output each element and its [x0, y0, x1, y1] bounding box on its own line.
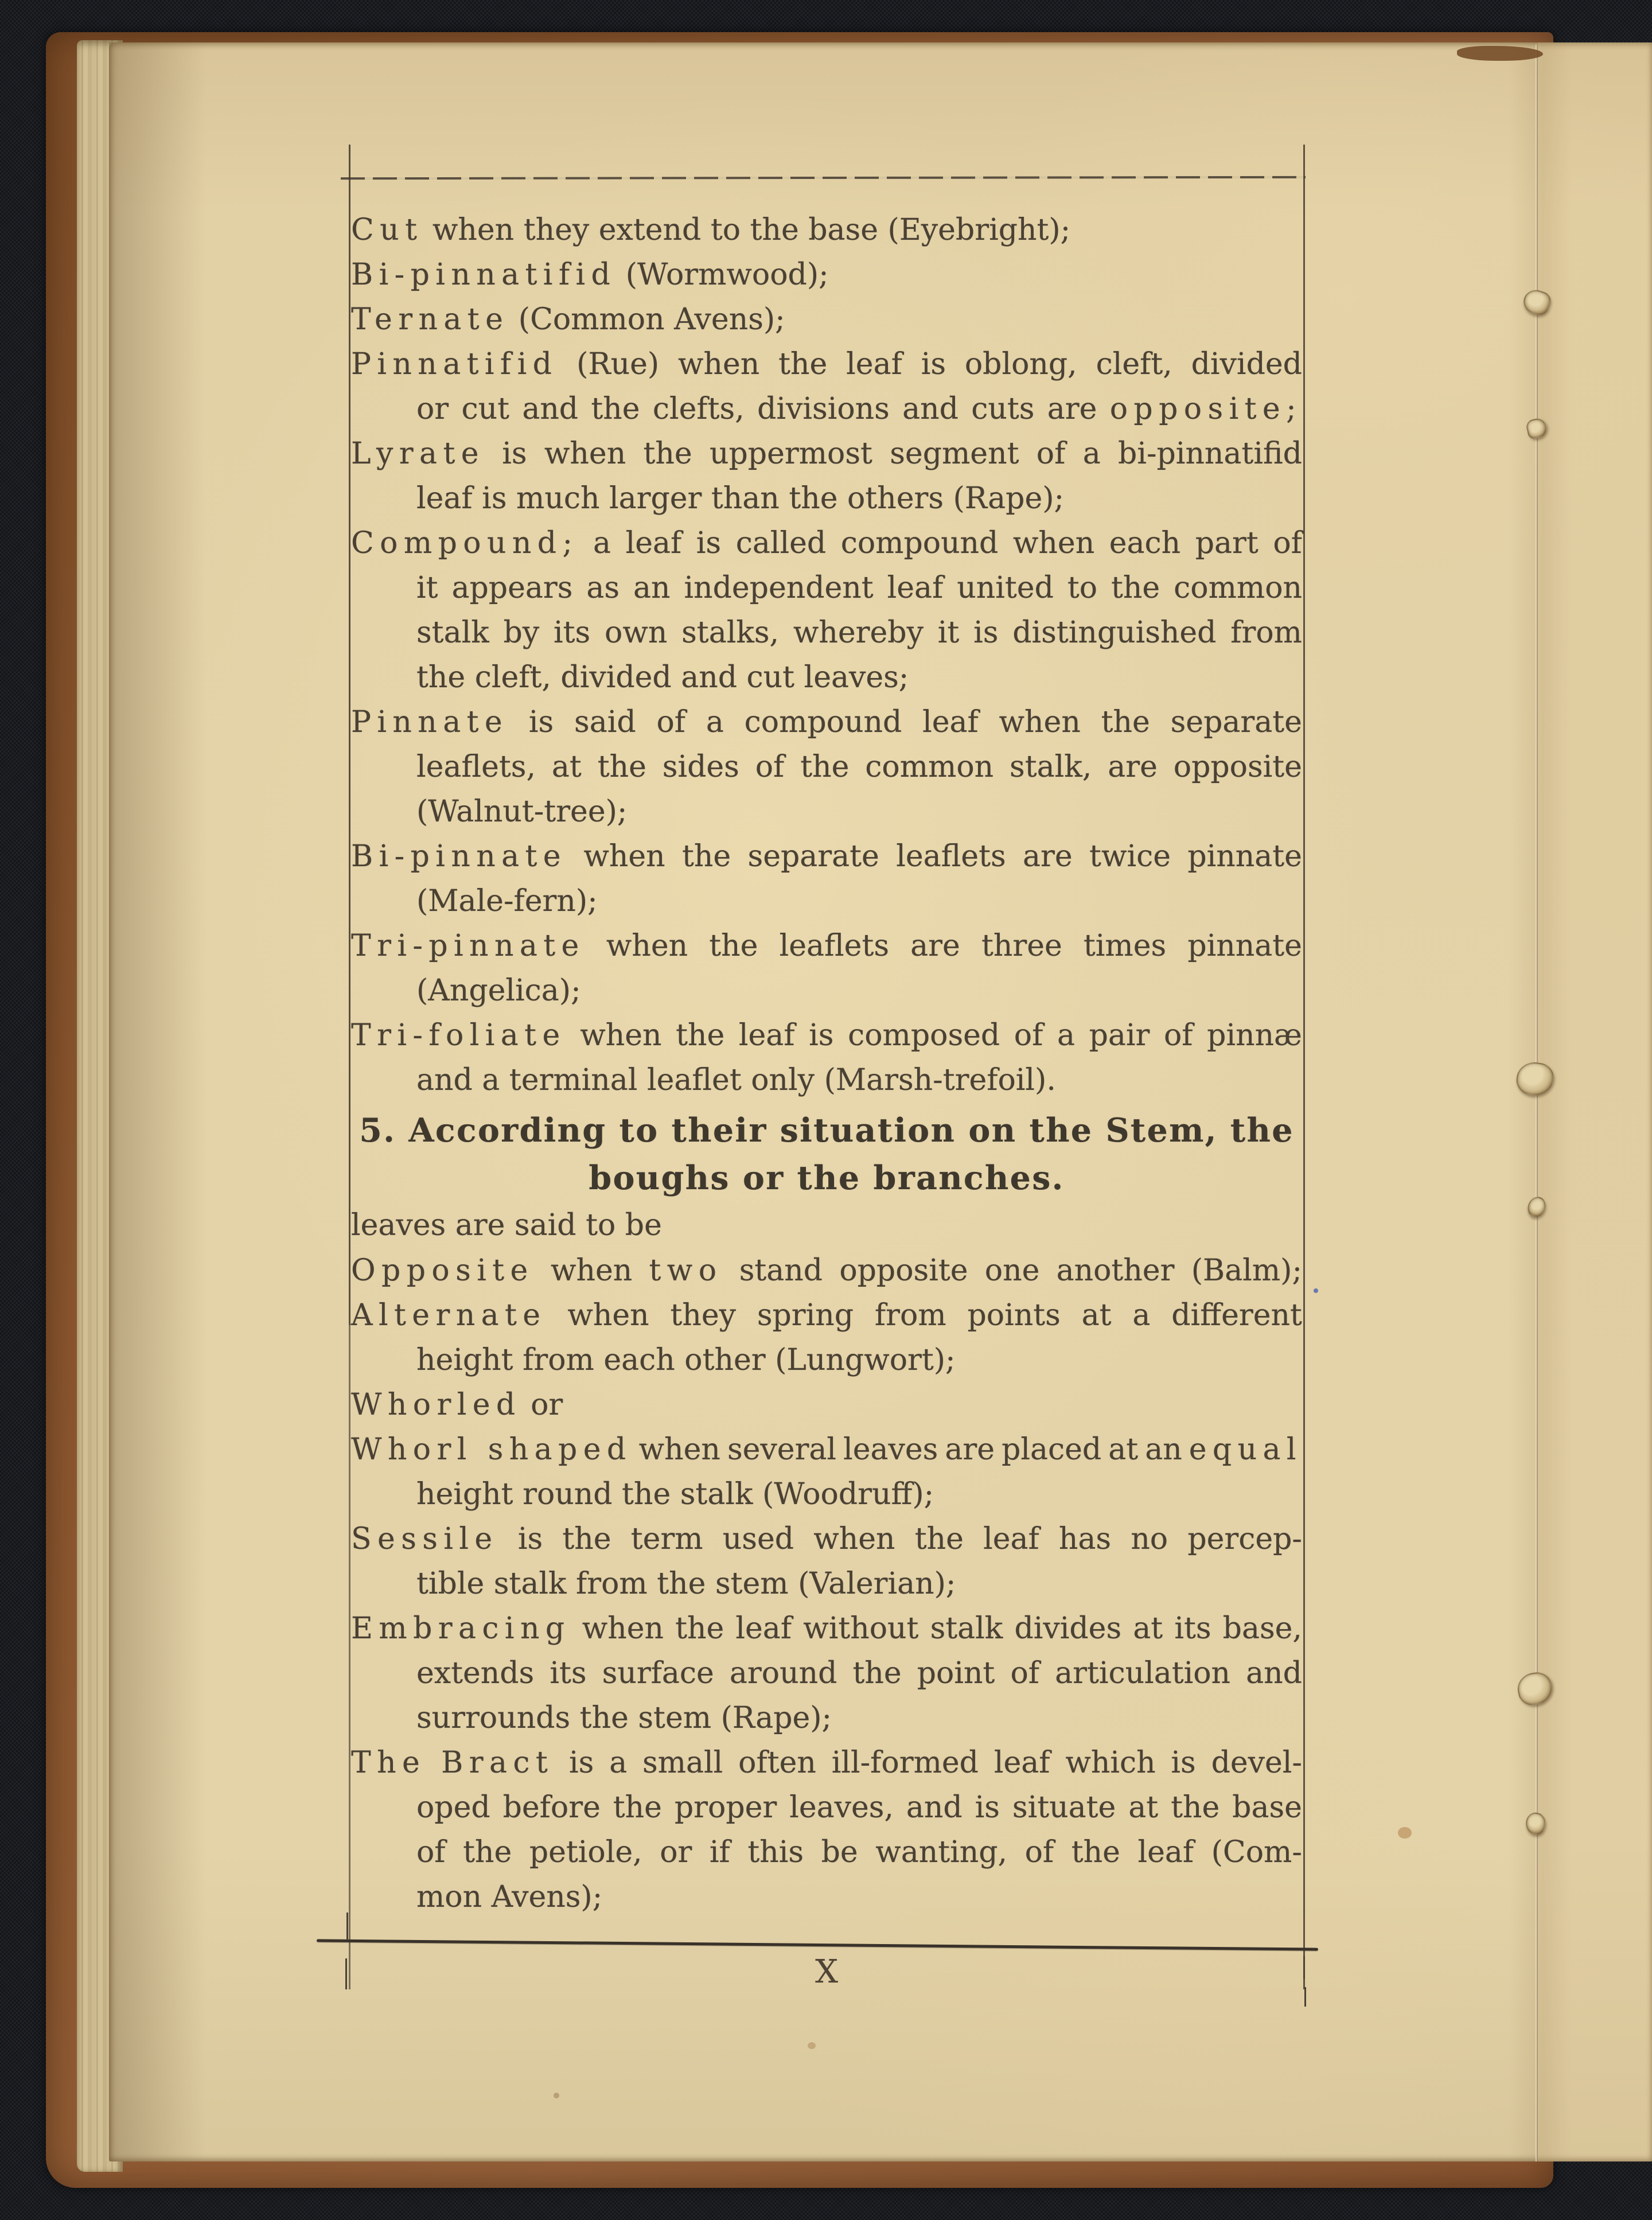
word: own [605, 616, 668, 650]
text-line [351, 1058, 1302, 1103]
word: Opposite [351, 1253, 534, 1288]
text-line [351, 476, 1302, 521]
word: the [1171, 1790, 1220, 1825]
word: the [643, 437, 692, 471]
word: (Rue) [576, 347, 660, 381]
word: leaves [843, 1432, 938, 1467]
text-line [351, 1517, 1302, 1561]
word: Lyrate [351, 437, 485, 471]
word: situate [1012, 1790, 1116, 1825]
word: Embracing [351, 1611, 571, 1646]
word: articulation [1055, 1656, 1231, 1691]
word: its [1174, 1611, 1211, 1646]
word: independent [684, 571, 874, 605]
text-line [351, 566, 1302, 610]
word: when [606, 929, 688, 963]
text-line [351, 1338, 1302, 1382]
word: an [1145, 1432, 1182, 1467]
text-segment: Whorled [351, 1388, 521, 1422]
word: leaf [625, 526, 682, 560]
word: spring [757, 1298, 854, 1333]
stitch-hole [1514, 1060, 1555, 1098]
word: of [1273, 526, 1302, 560]
stitch-hole [1524, 1810, 1548, 1836]
word: is [528, 705, 554, 739]
word: called [735, 526, 827, 560]
word: opposite [1173, 750, 1302, 784]
text-line [351, 834, 1302, 879]
text-segment: mon Avens); [416, 1880, 603, 1914]
word: is [517, 1522, 543, 1556]
word: an [633, 571, 671, 605]
word: equal [1189, 1432, 1302, 1467]
word: leaflets, [416, 750, 536, 784]
word: around [729, 1656, 837, 1691]
word: and [522, 392, 579, 426]
text-line [351, 1785, 1302, 1830]
word: of [1014, 1018, 1043, 1053]
text-line [351, 1293, 1302, 1338]
word: composed [848, 1018, 1000, 1053]
text-segment: boughs or the branches. [589, 1159, 1065, 1197]
word: the [613, 1790, 662, 1825]
word: to [1067, 571, 1098, 605]
word: the [591, 392, 640, 426]
word: stalk [930, 1611, 1003, 1646]
word: leaf [983, 1522, 1039, 1556]
word: bi-pinnatifid [1118, 437, 1302, 471]
text-line [351, 700, 1302, 745]
word: they [670, 1298, 736, 1333]
word: are [945, 1432, 995, 1467]
text-line [351, 208, 1302, 252]
word: compound [840, 526, 999, 560]
word: another [1056, 1253, 1175, 1288]
word: clefts, [652, 392, 745, 426]
word: are [1023, 839, 1073, 874]
word: often [738, 1746, 816, 1780]
page-number: X [815, 1953, 838, 1991]
word: the [800, 750, 850, 784]
word: Tri-pinnate [351, 929, 585, 963]
word: if [709, 1835, 730, 1870]
word: the [1111, 571, 1160, 605]
word: opposite [839, 1253, 968, 1288]
word: from [1230, 616, 1302, 650]
word: the [597, 750, 646, 784]
word: whereby [793, 616, 924, 650]
word: the [463, 1835, 512, 1870]
word: each [1109, 526, 1181, 560]
word: appears [451, 571, 573, 605]
text-segment: (Angelica); [416, 973, 581, 1008]
text-segment: leaf is much larger than the others (Rape); [416, 481, 1065, 516]
word: term [630, 1522, 703, 1556]
word: devel- [1211, 1746, 1302, 1780]
text-line [351, 342, 1302, 387]
word: leaf [993, 1746, 1050, 1780]
word: segment [890, 437, 1019, 471]
text-line [351, 1202, 1302, 1248]
word: distinguished [1012, 616, 1217, 650]
text-segment: tible stalk from the stem (Valerian); [416, 1567, 956, 1601]
text-line [351, 745, 1302, 789]
word: extends [416, 1656, 535, 1691]
word: (Com- [1211, 1835, 1302, 1870]
word: the [562, 1522, 611, 1556]
word: points [967, 1298, 1061, 1333]
word: a [609, 1746, 628, 1780]
word: opposite; [1109, 392, 1302, 426]
word: united [957, 571, 1054, 605]
word: at [1128, 1790, 1159, 1825]
word: are [910, 929, 960, 963]
word: has [1058, 1522, 1112, 1556]
word: placed [1002, 1432, 1102, 1467]
word: Bi-pinnate [351, 839, 567, 874]
text-segment: the cleft, divided and cut leaves; [416, 660, 909, 695]
word: is [973, 616, 999, 650]
word: common [1174, 571, 1302, 605]
text-line [351, 521, 1302, 566]
word: pinnate [1187, 839, 1302, 874]
word: oblong, [964, 347, 1077, 381]
text-segment: height round the stalk (Woodruff); [416, 1477, 934, 1512]
text-segment: Cut [351, 213, 423, 247]
word: the [682, 839, 731, 874]
word: the [709, 929, 758, 963]
border-tick [346, 1913, 348, 1940]
word: which [1065, 1746, 1156, 1780]
text-line [351, 1606, 1302, 1651]
fox-spot [808, 2042, 816, 2049]
word: leaf [738, 1018, 795, 1053]
binding-crease-shadow [1509, 42, 1572, 2161]
word: is [502, 437, 527, 471]
text-line [351, 252, 1302, 297]
text-line [351, 1103, 1302, 1156]
word: two [649, 1253, 723, 1288]
word: wanting, [875, 1835, 1008, 1870]
word: several [727, 1432, 837, 1467]
word: when [567, 1298, 649, 1333]
word: when [580, 1018, 662, 1053]
text-segment: or [521, 1388, 563, 1422]
word: of [755, 750, 785, 784]
word: as [586, 571, 620, 605]
word: when [583, 839, 665, 874]
text-line [351, 1248, 1302, 1293]
word: when [638, 1432, 720, 1467]
word: when [1012, 526, 1095, 560]
word: surface [602, 1656, 714, 1691]
text-column [351, 208, 1302, 1919]
text-line [351, 1830, 1302, 1875]
word: the [676, 1018, 725, 1053]
text-segment: (Common Avens); [509, 302, 785, 337]
word: stalks, [681, 616, 780, 650]
word: proper [674, 1790, 777, 1825]
word: the [1101, 705, 1150, 739]
border-tick [1304, 1987, 1306, 2007]
word: no [1131, 1522, 1168, 1556]
word: at [1108, 1432, 1139, 1467]
word: of [1036, 437, 1066, 471]
stitch-hole [1525, 417, 1548, 440]
word: stalk [416, 616, 489, 650]
word: the [778, 347, 828, 381]
word: the [1071, 1835, 1120, 1870]
text-line [351, 1740, 1302, 1785]
top-border-rule [341, 176, 1306, 180]
text-line [351, 610, 1302, 655]
word: common [865, 750, 994, 784]
word: its [550, 1656, 587, 1691]
text-line [351, 431, 1302, 476]
word: small [642, 1746, 723, 1780]
text-segment: height from each other (Lungwort); [416, 1343, 956, 1377]
word: Compound; [351, 526, 579, 560]
word: by [503, 616, 540, 650]
text-line [351, 1427, 1302, 1472]
word: pair [1089, 1018, 1150, 1053]
text-line [351, 789, 1302, 834]
cover-debris [1457, 46, 1543, 61]
text-segment: when they extend to the base (Eyebright); [423, 213, 1071, 247]
word: ill-formed [831, 1746, 979, 1780]
word: said [574, 705, 636, 739]
text-line [351, 1561, 1302, 1606]
left-border-rule [349, 145, 350, 1989]
next-leaf-area [1538, 42, 1652, 2161]
text-segment: leaves are said to be [351, 1208, 662, 1243]
word: divides [1014, 1611, 1122, 1646]
word: Sessile [351, 1522, 498, 1556]
word: (Balm); [1191, 1253, 1302, 1288]
word: pinnæ [1207, 1018, 1302, 1053]
word: leaf [887, 571, 944, 605]
text-segment: (Male-fern); [416, 884, 598, 918]
word: a [593, 526, 611, 560]
word: a [706, 705, 724, 739]
word: is [975, 1790, 1000, 1825]
word: Pinnate [351, 705, 509, 739]
word: its [554, 616, 591, 650]
word: Alternate [351, 1298, 547, 1333]
word: different [1171, 1298, 1302, 1333]
word: twice [1089, 839, 1171, 874]
text-line [351, 387, 1302, 431]
word: three [981, 929, 1062, 963]
word: leaf [735, 1611, 792, 1646]
text-line [351, 297, 1302, 342]
border-tick [1303, 1956, 1305, 1979]
word: and [902, 392, 959, 426]
word: leaf [1137, 1835, 1194, 1870]
right-border-rule [1303, 145, 1305, 1989]
ink-speck [1314, 1288, 1318, 1293]
word: is [1171, 1746, 1196, 1780]
text-line [351, 1651, 1302, 1696]
word: leaf [846, 347, 902, 381]
word: Whorl shaped [351, 1432, 632, 1467]
word: it [937, 616, 960, 650]
text-segment: and a terminal leaflet only (Marsh-trefoil). [416, 1063, 1056, 1097]
border-tick [345, 1958, 347, 1989]
word: Pinnatifid [351, 347, 558, 381]
word: oped [416, 1790, 490, 1825]
word: is [921, 347, 946, 381]
stitch-hole [1525, 1194, 1549, 1220]
word: times [1083, 929, 1167, 963]
word: at [1081, 1298, 1112, 1333]
word: and [1246, 1656, 1302, 1691]
text-segment: Bi-pinnatifid [351, 258, 617, 292]
word: when [813, 1522, 895, 1556]
word: the [914, 1522, 964, 1556]
word: divisions [757, 392, 890, 426]
word: of [1024, 1835, 1054, 1870]
word: used [722, 1522, 794, 1556]
word: of [416, 1835, 446, 1870]
text-line [351, 924, 1302, 968]
word: this [747, 1835, 804, 1870]
word: Tri-foliate [351, 1018, 566, 1053]
word: when [582, 1611, 664, 1646]
word: percep- [1187, 1522, 1302, 1556]
word: stalk, [1010, 750, 1092, 784]
text-line [351, 1472, 1302, 1517]
binding-crease [1536, 45, 1538, 2161]
word: part [1195, 526, 1259, 560]
text-segment: (Wormwood); [616, 258, 829, 292]
word: cut [461, 392, 509, 426]
fox-spot [554, 2093, 559, 2098]
word: uppermost [710, 437, 872, 471]
word: before [502, 1790, 601, 1825]
word: or [416, 392, 449, 426]
word: of [656, 705, 686, 739]
text-line [351, 1696, 1302, 1740]
book-page [109, 42, 1652, 2161]
stitch-hole [1515, 1670, 1555, 1708]
word: separate [1170, 705, 1302, 739]
word: a [1082, 437, 1101, 471]
word: without [803, 1611, 919, 1646]
word: sides [662, 750, 739, 784]
word: is [569, 1746, 594, 1780]
text-line [351, 1875, 1302, 1919]
word: one [984, 1253, 1040, 1288]
text-segment: Ternate [351, 302, 509, 337]
word: or [660, 1835, 692, 1870]
word: of [1010, 1656, 1039, 1691]
word: cuts [971, 392, 1035, 426]
word: when [999, 705, 1081, 739]
word: compound [744, 705, 902, 739]
word: is [696, 526, 722, 560]
word: petiole, [529, 1835, 642, 1870]
word: is [809, 1018, 834, 1053]
word: at [1133, 1611, 1163, 1646]
stitch-hole [1521, 287, 1553, 318]
word: and [906, 1790, 963, 1825]
word: be [821, 1835, 858, 1870]
word: base, [1222, 1611, 1302, 1646]
word: cleft, [1096, 347, 1172, 381]
gutter-shadow [109, 42, 206, 2161]
word: point [917, 1656, 995, 1691]
word: are [1108, 750, 1158, 784]
text-line [351, 968, 1302, 1013]
text-segment: (Walnut-tree); [416, 794, 628, 829]
text-segment: surrounds the stem (Rape); [416, 1701, 832, 1735]
word: at [551, 750, 582, 784]
word: when [678, 347, 760, 381]
word: pinnate [1187, 929, 1302, 963]
word: of [1163, 1018, 1193, 1053]
word: The Bract [351, 1746, 554, 1780]
word: separate [747, 839, 879, 874]
text-line [351, 1013, 1302, 1058]
word: leaves, [789, 1790, 894, 1825]
text-line [351, 879, 1302, 924]
word: from [874, 1298, 946, 1333]
word: it [416, 571, 438, 605]
fox-spot [1398, 1827, 1412, 1839]
word: are [1047, 392, 1097, 426]
word: leaflets [779, 929, 890, 963]
word: leaflets [896, 839, 1006, 874]
word: a [1132, 1298, 1151, 1333]
word: stand [739, 1253, 823, 1288]
text-line [351, 1382, 1302, 1427]
text-line [351, 1156, 1302, 1202]
word: when [544, 437, 626, 471]
text-segment: 5. According to their situation on the Stem, the [359, 1111, 1294, 1150]
word: divided [1191, 347, 1302, 381]
text-line [351, 655, 1302, 700]
word: the [852, 1656, 902, 1691]
word: base [1232, 1790, 1302, 1825]
word: leaf [922, 705, 979, 739]
word: the [675, 1611, 724, 1646]
word: when [550, 1253, 633, 1288]
word: a [1057, 1018, 1075, 1053]
